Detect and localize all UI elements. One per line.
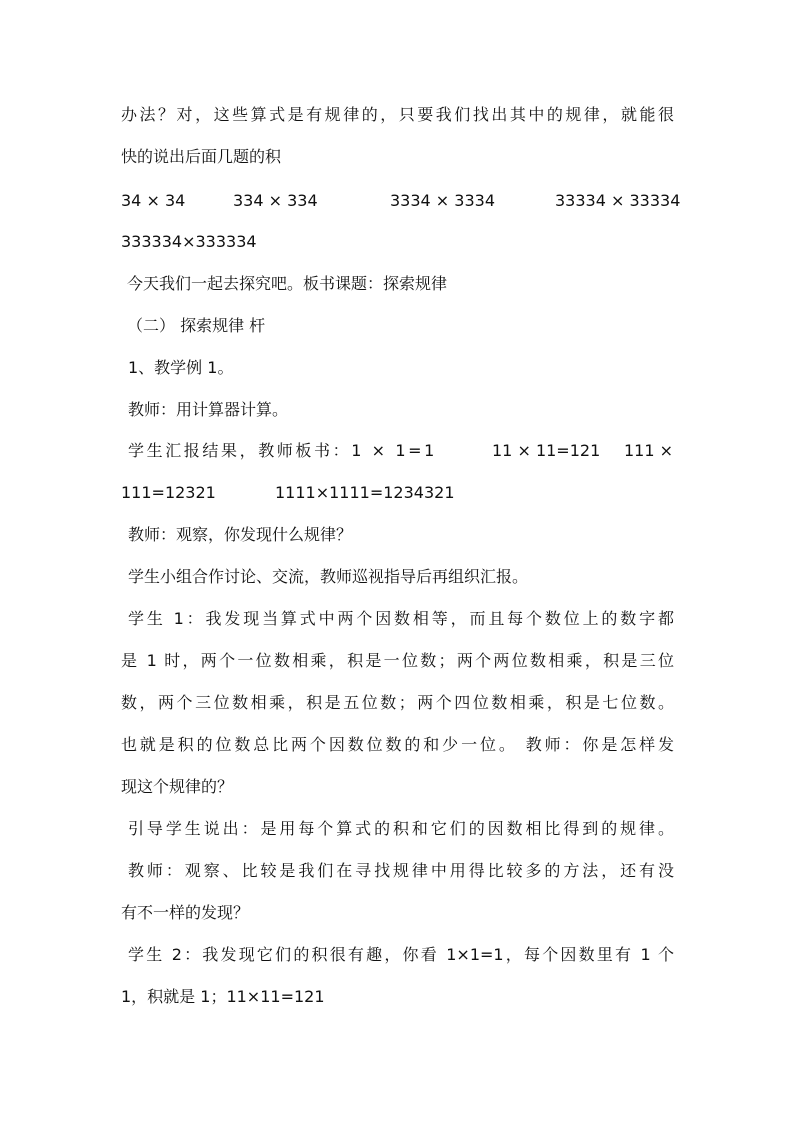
expression: 3334 × 3334 [390,191,496,210]
expression: 34 × 34 [121,191,186,210]
paragraph-line [0,648,794,674]
expression-row [0,188,794,214]
expression: 111=12321 [121,483,216,502]
paragraph-line [0,984,794,1010]
paragraph-line [0,271,794,297]
paragraph-line [0,102,794,128]
paragraph-line [0,480,794,506]
expression-row [0,229,794,255]
text-line: 有不一样的发现？ [121,903,250,922]
paragraph-line [0,732,794,758]
text-line: 数，两个三位数相乘，积是五位数；两个四位数相乘，积是七位数。 [121,693,674,712]
paragraph-line [0,900,794,926]
expression: 111 × [624,441,674,460]
expression: 33334 × 33334 [555,191,681,210]
paragraph-line [0,144,794,170]
text-line: 是 1 时，两个一位数相乘，积是一位数；两个两位数相乘，积是三位 [121,651,674,670]
text-line: 教师：用计算器计算。 [128,400,289,419]
expression: 11 × 11=121 [492,441,601,460]
text-line: 引导学生说出：是用每个算式的积和它们的因数相比得到的规律。 [128,819,674,838]
paragraph-line [0,690,794,716]
expression: 1111×1111=1234321 [275,483,455,502]
text-line: 学生 1：我发现当算式中两个因数相等，而且每个数位上的数字都 [128,609,674,628]
paragraph-line [0,355,794,381]
text-line: 学生 2：我发现它们的积很有趣，你看 1×1=1，每个因数里有 1 个 [128,945,674,964]
text-line: 办法？对，这些算式是有规律的，只要我们找出其中的规律，就能很 [121,105,674,124]
expression: 333334×333334 [121,232,257,251]
text-line: 教师：观察，你发现什么规律？ [128,525,353,544]
paragraph-line [0,858,794,884]
paragraph-line [0,816,794,842]
paragraph-line [0,774,794,800]
text-line: 今天我们一起去探究吧。板书课题：探索规律 [127,274,448,293]
text-line: 学生小组合作讨论、交流，教师巡视指导后再组织汇报。 [128,567,529,586]
section-heading [0,313,794,339]
paragraph-line [0,606,794,632]
text-line: 现这个规律的？ [121,777,234,796]
paragraph-line [0,942,794,968]
paragraph-line [0,564,794,590]
paragraph-line [0,438,794,464]
paragraph-line [0,522,794,548]
text-line: 学生汇报结果，教师板书：1 × 1=1 [128,441,437,460]
text-line: 快的说出后面几题的积 [121,147,282,166]
expression: 334 × 334 [233,191,318,210]
text-line: 1、教学例 1。 [128,358,234,377]
text-line: 教师：观察、比较是我们在寻找规律中用得比较多的方法，还有没 [128,861,674,880]
paragraph-line [0,397,794,423]
text-line: 也就是积的位数总比两个因数位数的和少一位。 教师：你是怎样发 [121,735,674,754]
section-title: （二） 探索规律 杆 [127,316,266,335]
text-line: 1，积就是 1；11×11=121 [121,987,325,1006]
